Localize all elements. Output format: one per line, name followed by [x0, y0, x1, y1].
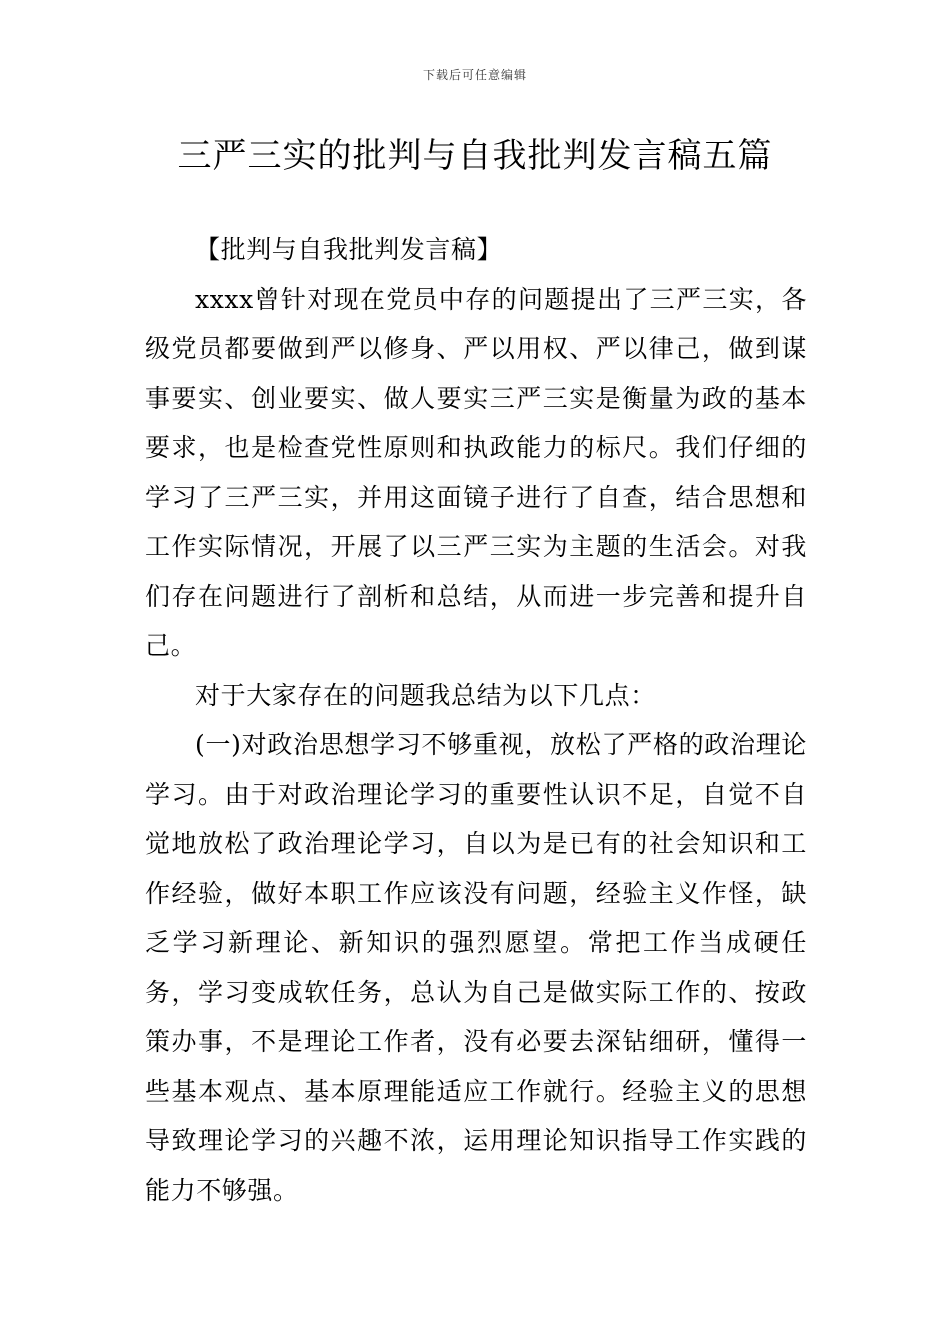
section-heading: 【批判与自我批判发言稿】: [195, 235, 503, 264]
body-paragraph: 对于大家存在的问题我总结为以下几点：: [195, 680, 656, 710]
document-body: [145, 225, 807, 1215]
header-note: 下载后可任意编辑: [422, 68, 527, 82]
document-title: 三严三实的批判与自我批判发言稿五篇: [177, 136, 773, 176]
body-paragraph: (一)对政治思想学习不够重视，放松了严格的政治理论学习。由于对政治理论学习的重要性认识不足，自觉不自觉地放松了政治理论学习，自以为是已有的社会知识和工作经验，做好本职工作应该没有问题，经验主义作怪，缺乏学习新理论、新知识的强烈愿望。常把工作当成硬任务，学习变成软任务，总认为自己是做实际工作的、按政策办事，不是理论工作者，没有必要去深钻细研，懂得一些基本观点、基本原理能适应工作就行。经验主义的思想导致理论学习的兴趣不浓，运用理论知识指导工作实践的能力不够强。: [145, 730, 807, 1205]
body-paragraph: xxxx曾针对现在党员中存的问题提出了三严三实，各级党员都要做到严以修身、严以用权、严以律己，做到谋事要实、创业要实、做人要实三严三实是衡量为政的基本要求，也是检查党性原则和执政能力的标尺。我们仔细的学习了三严三实，并用这面镜子进行了自查，结合思想和工作实际情况，开展了以三严三实为主题的生活会。对我们存在问题进行了剖析和总结，从而进一步完善和提升自己。: [145, 284, 807, 660]
